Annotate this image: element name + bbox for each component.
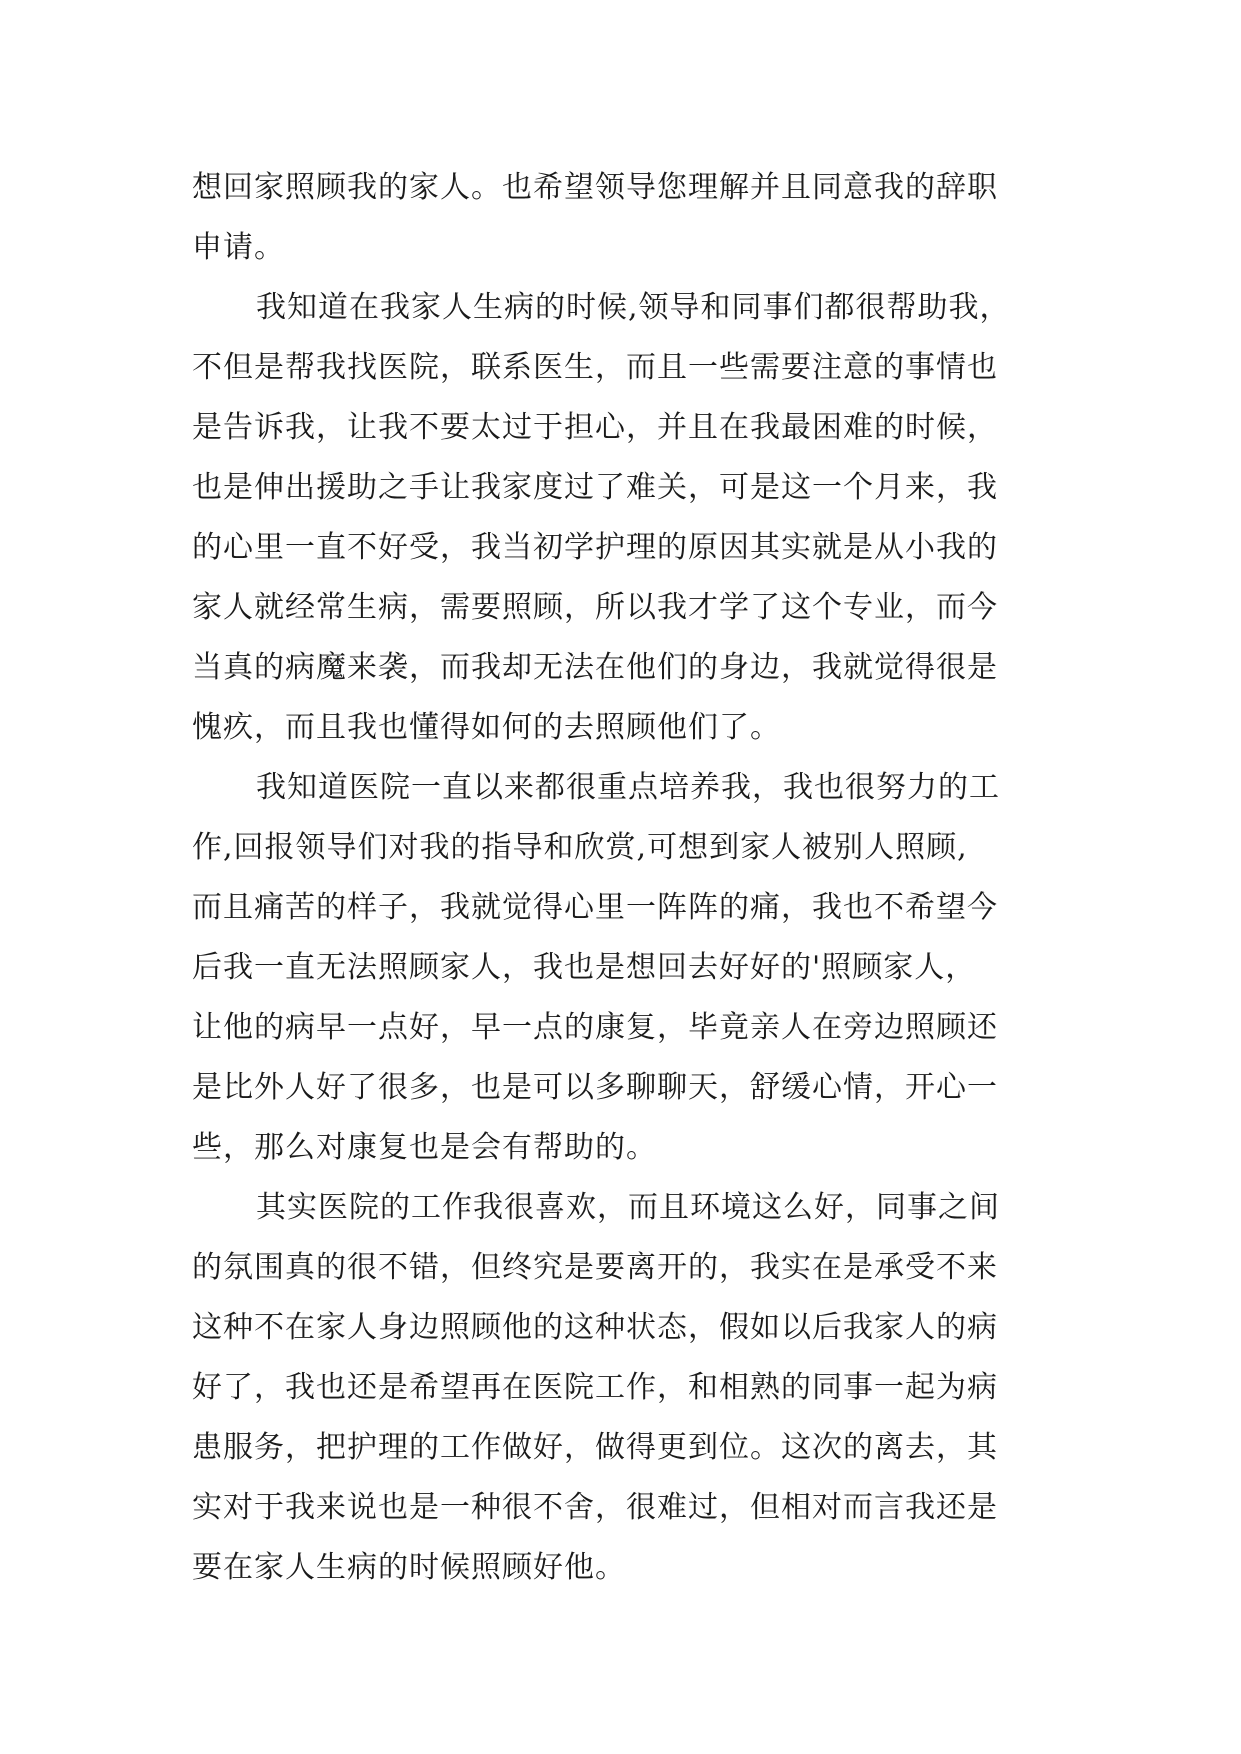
text-line: 是告诉我，让我不要太过于担心，并且在我最困难的时候， xyxy=(192,410,998,445)
text-line: 申请。 xyxy=(192,230,285,265)
text-line: 这种不在家人身边照顾他的这种状态，假如以后我家人的病 xyxy=(192,1310,998,1345)
text-line: 要在家人生病的时候照顾好他。 xyxy=(192,1550,626,1585)
text-line: 想回家照顾我的家人。也希望领导您理解并且同意我的辞职 xyxy=(192,170,998,205)
text-line: 愧疚，而且我也懂得如何的去照顾他们了。 xyxy=(192,710,781,745)
text-line: 是比外人好了很多，也是可以多聊聊天，舒缓心情，开心一 xyxy=(192,1070,998,1105)
text-line: 不但是帮我找医院，联系医生，而且一些需要注意的事情也 xyxy=(192,350,998,385)
text-line: 也是伸出援助之手让我家度过了难关，可是这一个月来，我 xyxy=(192,470,998,505)
text-line: 让他的病早一点好，早一点的康复，毕竟亲人在旁边照顾还 xyxy=(192,1010,998,1045)
paragraph-first-line: 我知道在我家人生病的时候,领导和同事们都很帮助我， xyxy=(256,290,1011,325)
text-line: 患服务，把护理的工作做好，做得更到位。这次的离去，其 xyxy=(192,1430,998,1465)
text-line: 实对于我来说也是一种很不舍，很难过，但相对而言我还是 xyxy=(192,1490,998,1525)
text-line: 家人就经常生病，需要照顾，所以我才学了这个专业，而今 xyxy=(192,590,998,625)
letter-body xyxy=(192,158,1092,1598)
text-line: 好了，我也还是希望再在医院工作，和相熟的同事一起为病 xyxy=(192,1370,998,1405)
paragraph-first-line: 我知道医院一直以来都很重点培养我，我也很努力的工 xyxy=(256,770,1000,805)
text-line: 的氛围真的很不错，但终究是要离开的，我实在是承受不来 xyxy=(192,1250,998,1285)
text-line: 些，那么对康复也是会有帮助的。 xyxy=(192,1130,657,1165)
text-line: 的心里一直不好受，我当初学护理的原因其实就是从小我的 xyxy=(192,530,998,565)
text-line: 而且痛苦的样子，我就觉得心里一阵阵的痛，我也不希望今 xyxy=(192,890,998,925)
paragraph-first-line: 其实医院的工作我很喜欢，而且环境这么好，同事之间 xyxy=(256,1190,1000,1225)
text-line: 后我一直无法照顾家人，我也是想回去好好的'照顾家人， xyxy=(192,950,977,985)
text-line: 当真的病魔来袭，而我却无法在他们的身边，我就觉得很是 xyxy=(192,650,998,685)
text-line: 作,回报领导们对我的指导和欣赏,可想到家人被别人照顾, xyxy=(192,830,968,865)
